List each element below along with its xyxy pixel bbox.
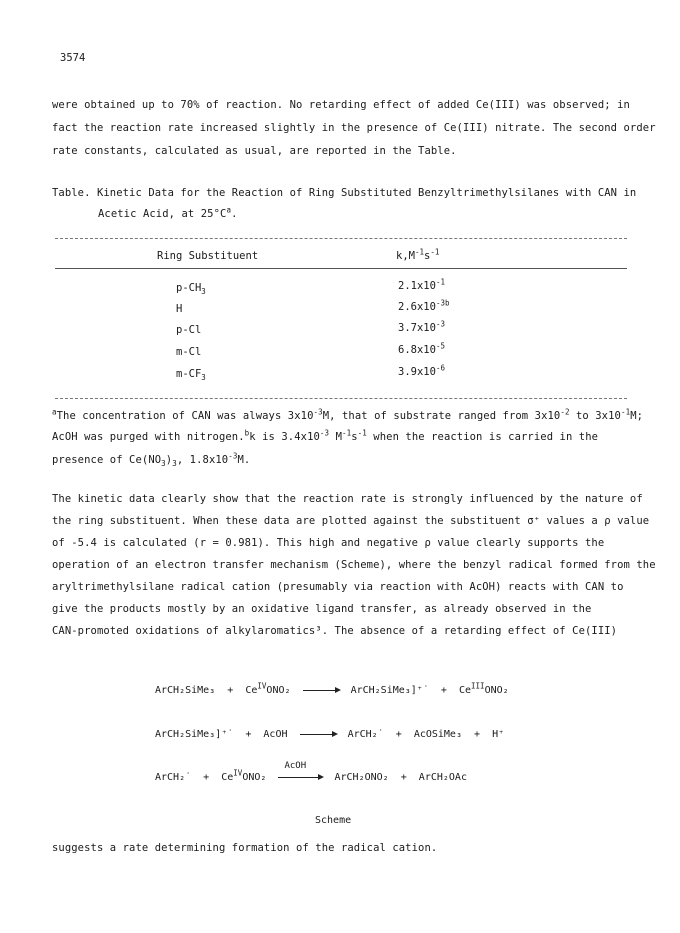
discussion-line-6: give the products mostly by an oxidative ligand transfer, as already observed in the xyxy=(52,603,592,615)
row-4-k: $6.8x10^{-5}$ xyxy=(398,341,445,356)
table-header-rule xyxy=(55,268,627,269)
row-2-k: $2.6x10^{-3b}$ xyxy=(398,298,450,313)
arrow-label: AcOH xyxy=(284,761,307,771)
reaction-arrow xyxy=(300,734,336,735)
discussion-line-7: CAN-promoted oxidations of alkylaromatics³. The absence of a retarding effect of Ce(III) xyxy=(52,625,618,637)
row-4-substituent: m-Cl xyxy=(176,346,202,358)
scheme-label: Scheme xyxy=(315,815,352,826)
row-5-substituent: $m-CF_3$ xyxy=(176,368,206,383)
table-top-rule xyxy=(55,238,627,239)
header-ring-substituent: Ring Substituent xyxy=(157,250,259,262)
footnote-line-2: AcOH was purged with nitrogen.$^b$k is $3.4x10^{-3}$ $M^{-1}s^{-1}$ when the reaction is carried in the xyxy=(52,428,599,443)
footnote-line-3: presence of $Ce(NO_3)_3$, $1.8x10^{-3}M$. xyxy=(52,451,251,469)
discussion-line-2: the ring substituent. When these data are plotted against the substituent σ⁺ values a ρ value xyxy=(52,515,650,527)
table-bottom-rule xyxy=(55,398,627,399)
scheme-equation-3: ArCH₂˙ + $Ce^{IV}ONO_2$ AcOH ArCH₂ONO₂ + ArCH₂OAc xyxy=(155,761,467,783)
footnote-a: $^a$The concentration of CAN was always $3x10^{-3}M$, that of substrate ranged from $3x10^{-2}$ to $3x10^{-1}M$; xyxy=(52,407,644,422)
header-rate-constant: $k,M^{-1}s^{-1}$ xyxy=(396,247,440,262)
discussion-line-3: of -5.4 is calculated (r = 0.981). This high and negative ρ value clearly supports the xyxy=(52,537,605,549)
intro-line-1: were obtained up to 70% of reaction. No retarding effect of added Ce(III) was observed; in xyxy=(52,99,630,111)
intro-line-3: rate constants, calculated as usual, are reported in the Table. xyxy=(52,145,457,157)
discussion-line-1: The kinetic data clearly show that the reaction rate is strongly influenced by the nature of xyxy=(52,493,643,505)
reaction-arrow xyxy=(278,777,322,778)
scheme-equation-1: ArCH₂SiMe₃ + $Ce^{IV}ONO_2$ ArCH₂SiMe₃]⁺˙ + $Ce^{III}ONO_2$ xyxy=(155,681,509,696)
row-1-k: $2.1x10^{-1}$ xyxy=(398,277,445,292)
table-caption-line-2: Acetic Acid, at $25^\circ C^a$. xyxy=(98,205,238,220)
row-5-k: $3.9x10^{-6}$ xyxy=(398,363,445,378)
discussion-line-5: aryltrimethylsilane radical cation (presumably via reaction with AcOH) reacts with CAN to xyxy=(52,581,624,593)
row-1-substituent: $p-CH_3$ xyxy=(176,282,206,297)
row-2-substituent: H xyxy=(176,303,183,315)
row-3-k: $3.7x10^{-3}$ xyxy=(398,319,445,334)
table-caption-line-1: Table. Kinetic Data for the Reaction of Ring Substituted Benzyltrimethylsilanes with CAN in xyxy=(52,187,637,199)
page-number: 3574 xyxy=(60,52,86,64)
reaction-arrow xyxy=(303,690,339,691)
closing-line: suggests a rate determining formation of the radical cation. xyxy=(52,842,438,854)
row-3-substituent: p-Cl xyxy=(176,324,202,336)
scheme-equation-2: ArCH₂SiMe₃]⁺˙ + AcOH ArCH₂˙ + AcOSiMe₃ + H⁺ xyxy=(155,729,505,740)
discussion-line-4: operation of an electron transfer mechanism (Scheme), where the benzyl radical formed from the xyxy=(52,559,656,571)
intro-line-2: fact the reaction rate increased slightly in the presence of Ce(III) nitrate. The second order xyxy=(52,122,656,134)
